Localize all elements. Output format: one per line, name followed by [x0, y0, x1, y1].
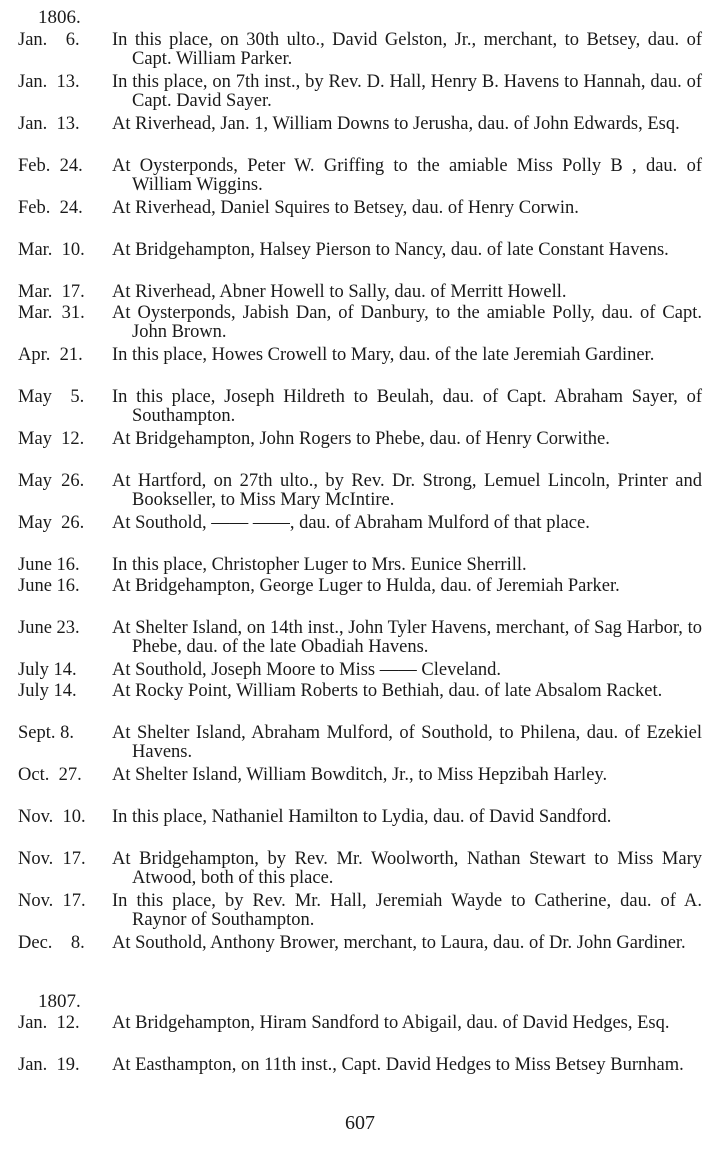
entry-date: Jan. 6. — [18, 30, 80, 50]
entry-date: July 14. — [18, 681, 77, 701]
entry-text: At Bridgehampton, Hiram Sandford to Abigail, dau. of David Hedges, Esq. — [112, 1013, 670, 1033]
entry-text: In this place, Christopher Luger to Mrs. Eunice Sherrill. — [112, 555, 527, 575]
marriage-entry — [18, 430, 702, 449]
entry-date: June 16. — [18, 576, 80, 596]
entry-text: At Shelter Island, William Bowditch, Jr., to Miss Hepzibah Harley. — [112, 765, 608, 785]
marriage-entry — [18, 346, 702, 365]
entry-text: At Riverhead, Daniel Squires to Betsey, dau. of Henry Corwin. — [112, 198, 579, 218]
marriage-entry — [18, 661, 702, 680]
entry-text: At Oysterponds, Jabish Dan, of Danbury, to the amiable Polly, dau. of Capt. John Brown. — [112, 303, 702, 343]
marriage-entry — [18, 241, 702, 260]
entry-text: At Bridgehampton, by Rev. Mr. Woolworth, Nathan Stewart to Miss Mary Atwood, both of this place. — [112, 849, 702, 889]
marriage-entry — [18, 304, 702, 343]
marriage-entry — [18, 73, 702, 112]
entry-text: In this place, Nathaniel Hamilton to Lydia, dau. of David Sandford. — [112, 807, 612, 827]
page-number: 607 — [345, 1112, 375, 1134]
entry-date: Jan. 13. — [18, 72, 80, 92]
marriage-entry — [18, 766, 702, 785]
marriage-entry — [18, 682, 702, 701]
marriage-entry — [18, 514, 702, 533]
entry-date: Nov. 10. — [18, 807, 86, 827]
entry-date: Mar. 10. — [18, 240, 85, 260]
marriage-entry — [18, 850, 702, 889]
entry-text: In this place, by Rev. Mr. Hall, Jeremiah Wayde to Catherine, dau. of A. Raynor of Southampton. — [112, 891, 702, 931]
entry-date: Feb. 24. — [18, 156, 83, 176]
entry-text: At Riverhead, Jan. 1, William Downs to Jerusha, dau. of John Edwards, Esq. — [112, 114, 680, 134]
marriage-entry — [18, 556, 702, 575]
marriage-entry — [18, 472, 702, 511]
entry-date: May 12. — [18, 429, 85, 449]
entry-text: At Southold, —— ——, dau. of Abraham Mulford of that place. — [112, 513, 590, 533]
entry-date: Mar. 31. — [18, 303, 85, 323]
entry-text: In this place, Joseph Hildreth to Beulah, dau. of Capt. Abraham Sayer, of Southampton. — [112, 387, 702, 427]
entry-text: In this place, Howes Crowell to Mary, dau. of the late Jeremiah Gardiner. — [112, 345, 655, 365]
entry-text: At Oysterponds, Peter W. Griffing to the amiable Miss Polly B , dau. of William Wiggins. — [112, 156, 702, 196]
entry-text: At Bridgehampton, George Luger to Hulda, dau. of Jeremiah Parker. — [112, 576, 620, 596]
entry-text: At Bridgehampton, John Rogers to Phebe, dau. of Henry Corwithe. — [112, 429, 610, 449]
entry-text: In this place, on 30th ulto., David Gelston, Jr., merchant, to Betsey, dau. of Capt. William Parker. — [112, 30, 702, 70]
entry-date: July 14. — [18, 660, 77, 680]
entry-date: Dec. 8. — [18, 933, 85, 953]
marriage-entry — [18, 283, 702, 302]
entry-date: Oct. 27. — [18, 765, 82, 785]
entry-date: Sept. 8. — [18, 723, 75, 743]
marriage-entry — [18, 199, 702, 218]
marriage-entry — [18, 1014, 702, 1033]
entry-date: Nov. 17. — [18, 891, 86, 911]
entry-date: Feb. 24. — [18, 198, 83, 218]
entry-date: Jan. 19. — [18, 1055, 80, 1075]
entry-date: June 23. — [18, 618, 80, 638]
entry-date: June 16. — [18, 555, 80, 575]
entry-text: At Shelter Island, on 14th inst., John Tyler Havens, merchant, of Sag Harbor, to Phebe, dau. of the late Obadiah Havens. — [112, 618, 702, 658]
entry-text: At Easthampton, on 11th inst., Capt. David Hedges to Miss Betsey Burnham. — [112, 1055, 684, 1075]
entry-text: At Southold, Anthony Brower, merchant, to Laura, dau. of Dr. John Gardiner. — [112, 933, 686, 953]
marriage-entry — [18, 115, 702, 134]
marriage-entry — [18, 388, 702, 427]
entry-date: Mar. 17. — [18, 282, 85, 302]
marriage-entry — [18, 808, 702, 827]
marriage-entry — [18, 619, 702, 658]
marriage-entry — [18, 724, 702, 763]
marriage-entry — [18, 892, 702, 931]
marriage-entry — [18, 934, 702, 953]
entry-text: At Southold, Joseph Moore to Miss —— Cleveland. — [112, 660, 502, 680]
entry-text: In this place, on 7th inst., by Rev. D. Hall, Henry B. Havens to Hannah, dau. of Capt. David Sayer. — [112, 72, 702, 112]
entry-date: Apr. 21. — [18, 345, 83, 365]
marriage-entry — [18, 577, 702, 596]
entry-text: At Riverhead, Abner Howell to Sally, dau. of Merritt Howell. — [112, 282, 567, 302]
year-heading: 1807. — [38, 991, 81, 1012]
entry-text: At Shelter Island, Abraham Mulford, of Southold, to Philena, dau. of Ezekiel Havens. — [112, 723, 702, 763]
entry-date: May 26. — [18, 471, 85, 491]
marriage-entry — [18, 31, 702, 70]
marriage-entry — [18, 1056, 702, 1075]
entry-text: At Hartford, on 27th ulto., by Rev. Dr. Strong, Lemuel Lincoln, Printer and Bookseller, to Miss Mary McIntire. — [112, 471, 702, 511]
entry-text: At Bridgehampton, Halsey Pierson to Nancy, dau. of late Constant Havens. — [112, 240, 669, 260]
entry-date: Nov. 17. — [18, 849, 86, 869]
marriage-entry — [18, 157, 702, 196]
entry-date: Jan. 13. — [18, 114, 80, 134]
entry-text: At Rocky Point, William Roberts to Bethiah, dau. of late Absalom Racket. — [112, 681, 663, 701]
year-heading: 1806. — [38, 7, 81, 28]
entry-date: Jan. 12. — [18, 1013, 80, 1033]
entry-date: May 26. — [18, 513, 85, 533]
entry-date: May 5. — [18, 387, 85, 407]
